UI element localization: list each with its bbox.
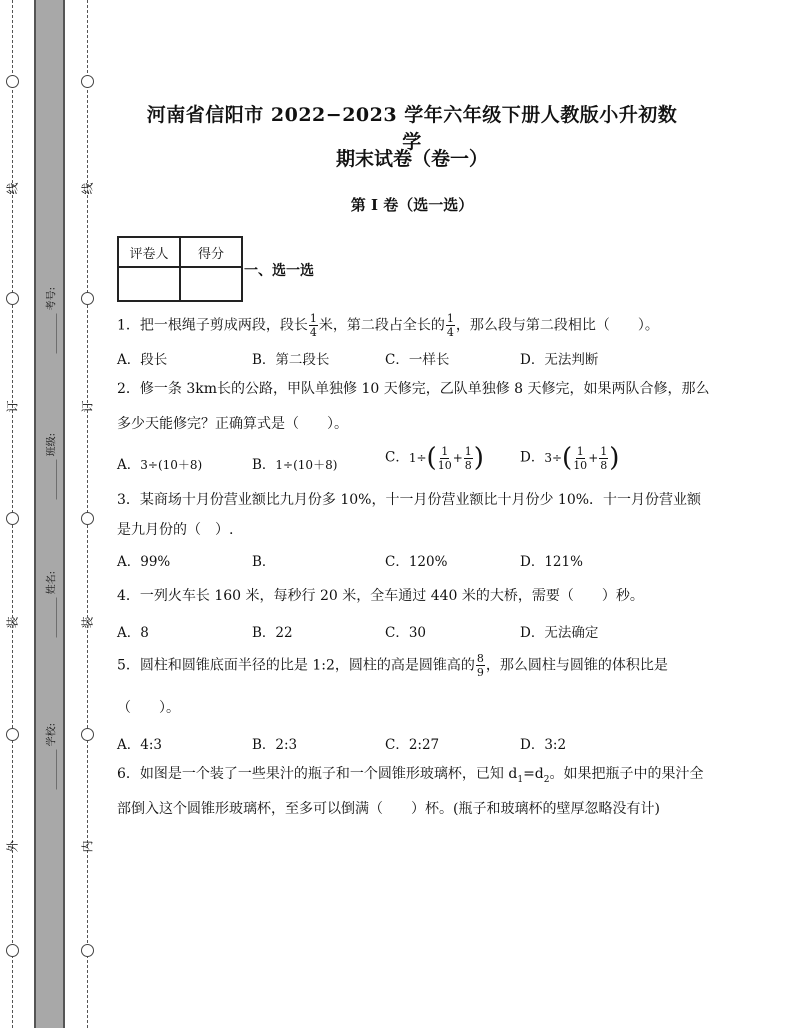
school-label: ________ 学校: xyxy=(46,722,58,790)
gutter-char-inner: 装 xyxy=(80,616,95,629)
binding-hole xyxy=(6,292,19,305)
q1-option-c[interactable]: C．一样长 xyxy=(385,352,450,368)
binding-hole xyxy=(6,728,19,741)
question-5-line2: （ ）。 xyxy=(117,700,180,716)
q5-option-d[interactable]: D．3:2 xyxy=(520,737,567,753)
binding-hole xyxy=(6,944,19,957)
question-5-line1: 5．圆柱和圆锥底面半径的比是 1:2，圆柱的高是圆锥高的 $\frac{8}{9}$ ，那么圆柱与圆锥的体积比是 xyxy=(117,652,668,679)
q1-option-b[interactable]: B．第二段长 xyxy=(252,352,330,368)
exam-number-label: ________ 考号: xyxy=(46,286,58,354)
part-title: 一、选一选 xyxy=(244,263,314,279)
q4-option-c[interactable]: C．30 xyxy=(385,625,427,641)
name-label: ________ 姓名: xyxy=(46,570,58,638)
binding-hole xyxy=(81,292,94,305)
binding-hole xyxy=(6,512,19,525)
q2-option-d[interactable]: D．3÷( $\frac{1}{10}$ + $\frac{1}{8}$ ) xyxy=(520,443,620,473)
grader-header: 评卷人 xyxy=(118,237,180,267)
section-heading: 第 I 卷（选一选） xyxy=(350,196,474,214)
binding-strip xyxy=(34,0,65,1028)
q1-option-a[interactable]: A．段长 xyxy=(117,352,168,368)
q3-option-d[interactable]: D．121% xyxy=(520,554,583,570)
question-6-line1: 6．如图是一个装了一些果汁的瓶子和一个圆锥形玻璃杯，已知 $d_1=d_2$。如果把瓶子中的果汁全 xyxy=(117,766,704,785)
binding-hole xyxy=(81,512,94,525)
q5-option-c[interactable]: C．2:27 xyxy=(385,737,440,753)
fraction: $\frac{8}{9}$ xyxy=(476,652,484,679)
grader-cell[interactable] xyxy=(118,267,180,301)
question-1: 1．把一根绳子剪成两段，段长 $\frac{1}{4}$ 米，第二段占全长的 $\frac{1}{4}$ ，那么段与第二段相比（ ）。 xyxy=(117,312,659,339)
question-6-line2: 部倒入这个圆锥形玻璃杯，至多可以倒满（ ）杯。(瓶子和玻璃杯的壁厚忽略没有计) xyxy=(117,801,660,817)
fraction: $\frac{1}{4}$ xyxy=(309,312,317,339)
q5-option-b[interactable]: B．2:3 xyxy=(252,737,298,753)
page-title: 河南省信阳市 2022−2023 学年六年级下册人教版小升初数学 xyxy=(146,104,678,153)
question-3-line1: 3．某商场十月份营业额比九月份多 10%，十一月份营业额比十月份少 10%．十一月份营业额 xyxy=(117,492,702,508)
score-cell[interactable] xyxy=(180,267,242,301)
gutter-char-outer: 外 xyxy=(5,840,20,853)
q3-option-c[interactable]: C．120% xyxy=(385,554,448,570)
binding-hole xyxy=(81,728,94,741)
gutter-char-inner: 线 xyxy=(80,182,95,195)
score-table xyxy=(117,236,243,302)
question-3-line2: 是九月份的（ ）. xyxy=(117,522,234,538)
q2-option-c[interactable]: C．1÷( $\frac{1}{10}$ + $\frac{1}{8}$ ) xyxy=(385,443,484,473)
q4-option-d[interactable]: D．无法确定 xyxy=(520,625,599,641)
gutter-char-outer: 线 xyxy=(5,182,20,195)
binding-gutter xyxy=(0,0,110,1028)
q1-option-d[interactable]: D．无法判断 xyxy=(520,352,599,368)
q3-option-a[interactable]: A．99% xyxy=(117,554,171,570)
question-4: 4．一列火车长 160 米，每秒行 20 米，全车通过 440 米的大桥，需要（ ）秒。 xyxy=(117,588,644,604)
q4-option-b[interactable]: B．22 xyxy=(252,625,293,641)
gutter-char-inner: 订 xyxy=(80,400,95,413)
binding-hole xyxy=(81,944,94,957)
page-subtitle: 期末试卷（卷一） xyxy=(335,148,488,170)
binding-hole xyxy=(6,75,19,88)
q2-option-b[interactable]: B．1÷(10＋8) xyxy=(252,457,338,473)
gutter-char-inner: 内 xyxy=(80,840,95,853)
question-2-line2: 多少天能修完？正确算式是（ ）。 xyxy=(117,416,348,432)
binding-hole xyxy=(81,75,94,88)
q4-option-a[interactable]: A．8 xyxy=(117,625,149,641)
q5-option-a[interactable]: A．4:3 xyxy=(117,737,162,753)
class-label: ________ 班级: xyxy=(46,432,58,500)
q2-option-a[interactable]: A．3÷(10＋8) xyxy=(117,457,203,473)
question-2-line1: 2．修一条 3km长的公路，甲队单独修 10 天修完，乙队单独修 8 天修完，如果两队合修，那么 xyxy=(117,381,710,397)
q3-option-b[interactable]: B． xyxy=(252,554,276,570)
gutter-char-outer: 订 xyxy=(5,400,20,413)
score-header: 得分 xyxy=(180,237,242,267)
gutter-char-outer: 装 xyxy=(5,616,20,629)
fraction: $\frac{1}{4}$ xyxy=(446,312,454,339)
